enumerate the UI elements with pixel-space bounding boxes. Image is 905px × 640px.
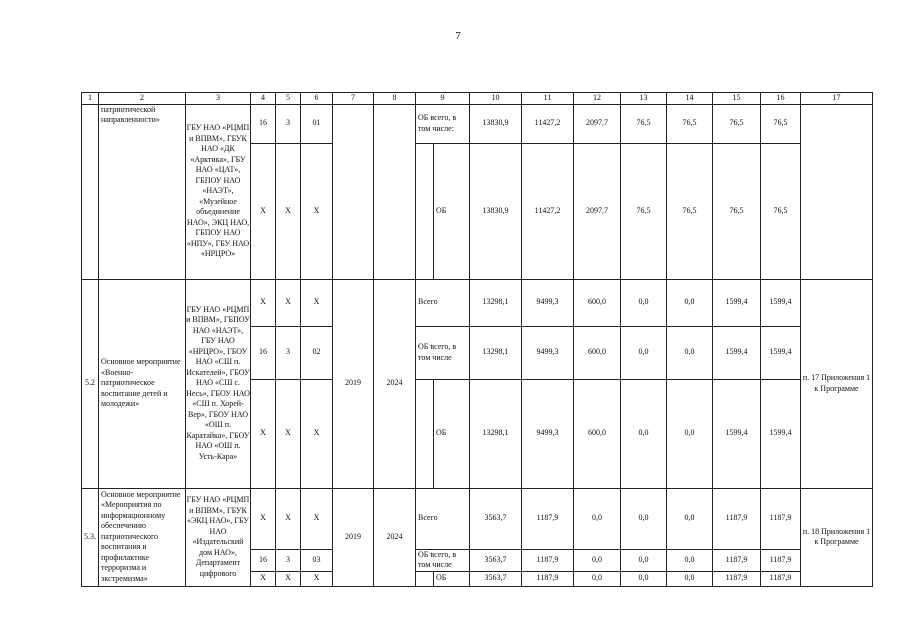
header-cell: 17 bbox=[801, 93, 873, 105]
value-cell: 0,0 bbox=[621, 549, 667, 571]
value-cell: 9499,3 bbox=[522, 279, 574, 326]
code-cell: X bbox=[251, 379, 276, 488]
indent-cell bbox=[416, 143, 434, 279]
value-cell: 76,5 bbox=[761, 104, 801, 143]
code-cell: X bbox=[301, 488, 333, 549]
value-cell: 0,0 bbox=[621, 379, 667, 488]
value-cell: 9499,3 bbox=[522, 379, 574, 488]
header-cell: 10 bbox=[470, 93, 522, 105]
value-cell: 0,0 bbox=[574, 488, 621, 549]
end-year: 2024 bbox=[374, 279, 416, 488]
header-row bbox=[82, 93, 873, 105]
funding-source: ОБ всего, в том числе bbox=[416, 326, 470, 379]
value-cell: 13830,9 bbox=[470, 143, 522, 279]
value-cell: 76,5 bbox=[713, 143, 761, 279]
start-year: 2019 bbox=[333, 488, 374, 586]
table-row bbox=[82, 488, 873, 549]
row-number: 5.3. bbox=[82, 488, 99, 586]
value-cell: 1187,9 bbox=[713, 571, 761, 586]
code-cell: 3 bbox=[276, 326, 301, 379]
funding-source: Всего bbox=[416, 279, 470, 326]
code-cell: X bbox=[276, 379, 301, 488]
code-cell: X bbox=[301, 143, 333, 279]
executor: ГБУ НАО «РЦМП и ВПВМ», ГБУК «ЭКЦ НАО», ГБУ НАО «Издательский дом НАО», Департамент цифрового bbox=[186, 488, 251, 586]
value-cell: 1187,9 bbox=[761, 549, 801, 571]
value-cell: 1187,9 bbox=[713, 549, 761, 571]
code-cell: 3 bbox=[276, 104, 301, 143]
code-cell: X bbox=[276, 571, 301, 586]
value-cell: 0,0 bbox=[667, 379, 713, 488]
value-cell: 0,0 bbox=[621, 326, 667, 379]
header-cell: 7 bbox=[333, 93, 374, 105]
code-cell: X bbox=[276, 279, 301, 326]
row-number: 5.2 bbox=[82, 279, 99, 488]
end-year bbox=[374, 104, 416, 279]
code-cell: X bbox=[251, 571, 276, 586]
header-cell: 1 bbox=[82, 93, 99, 105]
table-row bbox=[82, 279, 873, 326]
value-cell: 13298,1 bbox=[470, 379, 522, 488]
end-year: 2024 bbox=[374, 488, 416, 586]
code-cell: X bbox=[251, 279, 276, 326]
value-cell: 1187,9 bbox=[761, 571, 801, 586]
value-cell: 1599,4 bbox=[761, 279, 801, 326]
code-cell: 16 bbox=[251, 104, 276, 143]
value-cell: 0,0 bbox=[621, 571, 667, 586]
value-cell: 1599,4 bbox=[713, 326, 761, 379]
value-cell: 0,0 bbox=[574, 571, 621, 586]
code-cell: 03 bbox=[301, 549, 333, 571]
measure-name: Основное мероприятие «Военно-патриотическое воспитание детей и молодежи» bbox=[99, 279, 186, 488]
value-cell: 13298,1 bbox=[470, 326, 522, 379]
code-cell: X bbox=[251, 143, 276, 279]
value-cell: 0,0 bbox=[621, 279, 667, 326]
start-year: 2019 bbox=[333, 279, 374, 488]
value-cell: 3563,7 bbox=[470, 571, 522, 586]
value-cell: 2097,7 bbox=[574, 104, 621, 143]
code-cell: 02 bbox=[301, 326, 333, 379]
row-number bbox=[82, 104, 99, 279]
header-cell: 5 bbox=[276, 93, 301, 105]
value-cell: 76,5 bbox=[621, 104, 667, 143]
header-cell: 3 bbox=[186, 93, 251, 105]
value-cell: 11427,2 bbox=[522, 104, 574, 143]
header-cell: 4 bbox=[251, 93, 276, 105]
value-cell: 3563,7 bbox=[470, 488, 522, 549]
header-cell: 2 bbox=[99, 93, 186, 105]
funding-source: ОБ всего, в том числе: bbox=[416, 104, 470, 143]
program-ref: п. 18 Приложения 1 к Программе bbox=[801, 488, 873, 586]
value-cell: 600,0 bbox=[574, 379, 621, 488]
page-number: 7 bbox=[455, 30, 461, 42]
value-cell: 11427,2 bbox=[522, 143, 574, 279]
indent-cell bbox=[416, 379, 434, 488]
code-cell: 16 bbox=[251, 326, 276, 379]
value-cell: 76,5 bbox=[667, 143, 713, 279]
value-cell: 600,0 bbox=[574, 279, 621, 326]
header-cell: 15 bbox=[713, 93, 761, 105]
funding-source: Всего bbox=[416, 488, 470, 549]
value-cell: 1187,9 bbox=[761, 488, 801, 549]
table-row bbox=[82, 104, 873, 143]
header-cell: 11 bbox=[522, 93, 574, 105]
start-year bbox=[333, 104, 374, 279]
value-cell: 600,0 bbox=[574, 326, 621, 379]
value-cell: 2097,7 bbox=[574, 143, 621, 279]
measure-name: патриотической направленности» bbox=[99, 104, 186, 279]
funding-source: ОБ bbox=[434, 379, 470, 488]
value-cell: 0,0 bbox=[574, 549, 621, 571]
code-cell: 3 bbox=[276, 549, 301, 571]
value-cell: 0,0 bbox=[667, 488, 713, 549]
value-cell: 3563,7 bbox=[470, 549, 522, 571]
header-cell: 13 bbox=[621, 93, 667, 105]
value-cell: 0,0 bbox=[667, 549, 713, 571]
code-cell: X bbox=[301, 279, 333, 326]
code-cell: 01 bbox=[301, 104, 333, 143]
value-cell: 76,5 bbox=[713, 104, 761, 143]
program-ref: п. 17 Приложения 1 к Программе bbox=[801, 279, 873, 488]
value-cell: 76,5 bbox=[761, 143, 801, 279]
value-cell: 13830,9 bbox=[470, 104, 522, 143]
header-cell: 16 bbox=[761, 93, 801, 105]
value-cell: 9499,3 bbox=[522, 326, 574, 379]
program-ref bbox=[801, 104, 873, 279]
value-cell: 1187,9 bbox=[522, 488, 574, 549]
header-cell: 14 bbox=[667, 93, 713, 105]
value-cell: 13298,1 bbox=[470, 279, 522, 326]
header-cell: 9 bbox=[416, 93, 470, 105]
funding-source: ОБ всего, в том числе bbox=[416, 549, 470, 571]
value-cell: 1599,4 bbox=[761, 379, 801, 488]
code-cell: X bbox=[251, 488, 276, 549]
value-cell: 0,0 bbox=[667, 326, 713, 379]
code-cell: X bbox=[276, 143, 301, 279]
value-cell: 0,0 bbox=[667, 571, 713, 586]
value-cell: 1599,4 bbox=[713, 379, 761, 488]
code-cell: 16 bbox=[251, 549, 276, 571]
code-cell: X bbox=[301, 571, 333, 586]
value-cell: 76,5 bbox=[667, 104, 713, 143]
header-cell: 6 bbox=[301, 93, 333, 105]
header-cell: 8 bbox=[374, 93, 416, 105]
value-cell: 0,0 bbox=[621, 488, 667, 549]
value-cell: 1187,9 bbox=[522, 549, 574, 571]
executor: ГБУ НАО «РЦМП и ВПВМ», ГБУК НАО «ДК «Арктика», ГБУ НАО «ЦАТ», ГБПОУ НАО «НАЭТ», «Музейное объединение НАО», ЭКЦ НАО, ГБПОУ НАО «НПУ», ГБУ НАО «НРЦРО» bbox=[186, 104, 251, 279]
funding-source: ОБ bbox=[434, 143, 470, 279]
value-cell: 1187,9 bbox=[522, 571, 574, 586]
value-cell: 76,5 bbox=[621, 143, 667, 279]
code-cell: X bbox=[301, 379, 333, 488]
indent-cell bbox=[416, 571, 434, 586]
measure-name: Основное мероприятие «Мероприятия по информационному обеспечению патриотического воспитания и профилактике терроризма и экстремизма» bbox=[99, 488, 186, 586]
program-table bbox=[81, 92, 873, 587]
value-cell: 1599,4 bbox=[761, 326, 801, 379]
code-cell: X bbox=[276, 488, 301, 549]
header-cell: 12 bbox=[574, 93, 621, 105]
value-cell: 1599,4 bbox=[713, 279, 761, 326]
value-cell: 0,0 bbox=[667, 279, 713, 326]
value-cell: 1187,9 bbox=[713, 488, 761, 549]
executor: ГБУ НАО «РЦМП и ВПВМ», ГБПОУ НАО «НАЭТ», ГБУ НАО «НРЦРО», ГБОУ НАО «СШ п. Искателей», ГБОУ НАО «СШ с. Несь», ГБОУ НАО «СШ п. Хорей-Вер», ГБОУ НАО «ОШ п. Каратайка», ГБОУ НАО «ОШ п. Усть-Кара» bbox=[186, 279, 251, 488]
funding-source: ОБ bbox=[434, 571, 470, 586]
